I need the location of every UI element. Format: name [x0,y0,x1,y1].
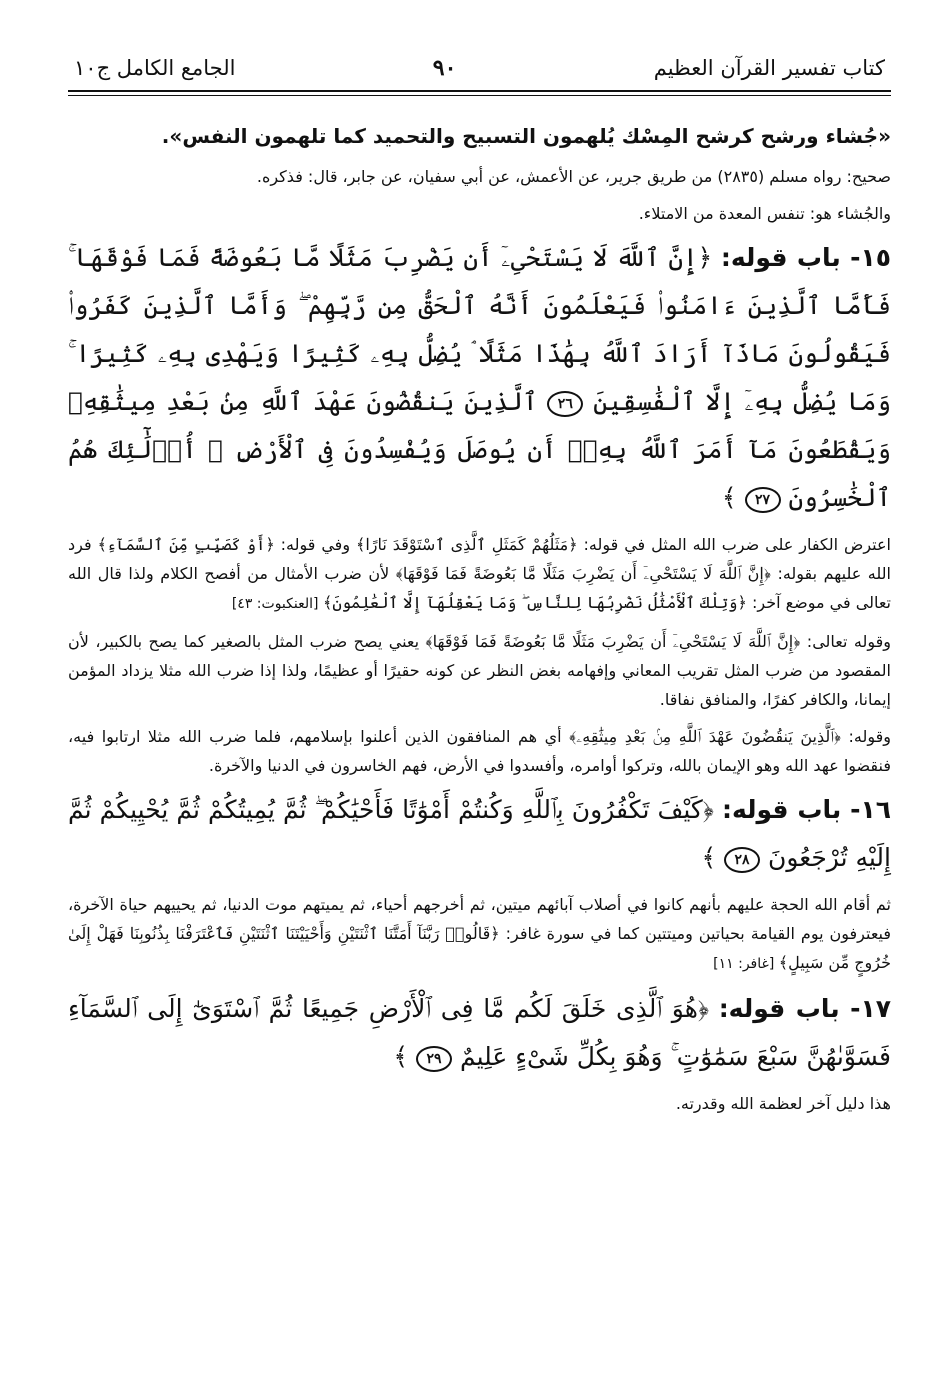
commentary-16 [68,890,891,979]
bab-15 [68,234,891,522]
commentary-15b [68,627,891,714]
bab-15-verse: ﴿إِنَّ ٱللَّهَ لَا يَسْتَحْىِۦٓ أَن يَضْرِبَ مَثَلًا مَّا بَعُوضَةً فَمَا فَوْقَهَا ۚ فَأَمَّا ٱلَّذِينَ ءَامَنُوا۟ فَيَعْلَمُونَ أَنَّهُ ٱلْحَقُّ مِن رَّبِّهِمْ ۖ وَأَمَّا ٱلَّذِينَ كَفَرُوا۟ فَيَقُولُونَ مَاذَآ أَرَادَ ٱللَّهُ بِهَٰذَا مَثَلًا ۘ يُضِلُّ بِهِۦ كَثِيرًا وَيَهْدِى بِهِۦ كَثِيرًا ۚ وَمَا يُضِلُّ بِهِۦٓ إِلَّا ٱلْفَٰسِقِينَ [68,243,892,416]
quran-quote: ﴿أَوْ كَصَيِّبٍ مِّنَ ٱلسَّمَآءِ﴾ [97,535,275,554]
text-span: وقوله تعالى: [800,632,892,651]
quran-quote: ﴿ٱلَّذِينَ يَنقُضُونَ عَهْدَ ٱللَّهِ مِنۢ بَعْدِ مِيثَٰقِهِۦ﴾ [569,727,841,746]
quran-quote: ﴿إِنَّ ٱللَّهَ لَا يَسْتَحْىِۦٓ أَن يَضْرِبَ مَثَلًا مَّا بَعُوضَةً فَمَا فَوْقَهَا﴾ [395,564,771,583]
header-rule [68,90,891,92]
text-span: وقوله: [840,727,891,746]
hadith-text: «جُشاء ورشح كرشح المِسْك يُلهمون التسبيح والتحميد كما تلهمون النفس». [161,124,891,148]
bab-16 [68,786,891,882]
commentary-17: هذا دليل آخر لعظمة الله وقدرته. [675,1094,891,1113]
commentary-15c [68,722,891,780]
bab-15-verse-2: ٱلَّذِينَ يَنقُضُونَ عَهْدَ ٱللَّهِ مِنۢ بَعْدِ مِيثَٰقِهِۦ وَيَقْطَعُونَ مَآ أَمَرَ ٱللَّهُ بِهِۦٓ أَن يُوصَلَ وَيُفْسِدُونَ فِى ٱلْأَرْضِ ۚ أُو۟لَٰٓئِكَ هُمُ ٱلْخَٰسِرُونَ [68,387,891,512]
ayah-number-marker: ٢٦ [547,391,583,417]
text-span: اعترض الكفار على ضرب الله المثل في قوله: [577,535,892,554]
surah-reference: [غافر: ١١] [713,956,779,972]
running-header [68,52,891,90]
takhrij-note: صحيح: رواه مسلم (٢٨٣٥) من طريق جرير، عن الأعمش، عن أبي سفيان، عن جابر، قال: فذكره. [256,167,891,186]
bab-17-verse: ﴿هُوَ ٱلَّذِى خَلَقَ لَكُم مَّا فِى ٱلْأَرْضِ جَمِيعًا ثُمَّ ٱسْتَوَىٰٓ إِلَى ٱلسَّمَآءِ فَسَوَّىٰهُنَّ سَبْعَ سَمَٰوَٰتٍ ۚ وَهُوَ بِكُلِّ شَىْءٍ عَلِيمٌ [68,994,891,1071]
quran-quote: ﴿وَتِلْكَ ٱلْأَمْثَٰلُ نَضْرِبُهَا لِلنَّاسِ ۖ وَمَا يَعْقِلُهَآ إِلَّا ٱلْعَٰلِمُونَ﴾ [322,593,747,612]
book-title: كتاب تفسير القرآن العظيم [653,56,885,80]
surah-reference: [العنكبوت: ٤٣] [231,596,323,612]
text-span: أي هم المنافقون الذين أعلنوا بإسلامهم، فلما ضرب الله مثلا ارتابوا فيه، فنقضوا عهد الله وهو الإيمان بالله، وتركوا أوامره، وأفسدوا في الأرض، فهم الخاسرون في الدنيا والآخرة. [68,727,891,775]
quran-quote: ﴿مَثَلُهُمْ كَمَثَلِ ٱلَّذِى ٱسْتَوْقَدَ نَارًا﴾ [355,535,578,554]
closing-brace: ﴾ [393,1042,409,1071]
ayah-number-marker: ٢٨ [724,847,760,873]
definition-note: والجُشاء هو: تنفس المعدة من الامتلاء. [638,204,891,223]
ayah-number-marker: ٢٧ [745,487,781,513]
text-span: ثم أقام الله الحجة عليهم بأنهم كانوا في أصلاب آبائهم ميتين، ثم أخرجهم أحياء، ثم يميتهم موت الدنيا، ثم يحييهم حياة الآخرة، فيعترفون يوم القيامة بحياتين وميتتين كما في سورة غافر: [68,895,892,943]
quran-quote: ﴿إِنَّ ٱللَّهَ لَا يَسْتَحْىِۦٓ أَن يَضْرِبَ مَثَلًا مَّا بَعُوضَةً فَمَا فَوْقَهَا﴾ [425,632,801,651]
bab-15-label: ١٥- باب قوله: [720,243,891,272]
header-rule-thin [68,95,891,96]
ayah-number-marker: ٢٩ [416,1046,452,1072]
series-title: الجامع الكامل ج١٠ [74,56,236,80]
quran-quote: ﴿قَالُوا۟ رَبَّنَآ أَمَتَّنَا ٱثْنَتَيْنِ وَأَحْيَيْتَنَا ٱثْنَتَيْنِ فَٱعْتَرَفْنَا بِذُنُوبِنَا فَهَلْ إِلَىٰ خُرُوجٍ مِّن سَبِيلٍ﴾ [68,924,891,972]
text-span: وفي قوله: [274,535,356,554]
bab-17 [68,985,891,1081]
closing-brace: ﴾ [721,483,737,512]
page-number: ٩٠ [432,55,457,81]
text-span: لأن ضرب الأمثال من أفصح الكلام ولذا قال الله تعالى في موضع آخر: [68,564,891,612]
commentary-15a [68,530,891,619]
bab-16-label: ١٦- باب قوله: [721,795,891,824]
bab-17-label: ١٧- باب قوله: [718,994,892,1023]
text-span: يعني يصح ضرب المثل بالصغير كما يصح بالكبير، لأن المقصود من ضرب المثل تقريب المعاني وإفهامه بغض النظر عن كونه حقيرًا أو عظيمًا، ولذا إذا ضرب الله مثلا يزداد المؤمن إيمانا، والكافر كفرًا، والمنافق نفاقا. [68,632,891,709]
text-span: فرد الله عليهم بقوله: [68,535,891,583]
closing-brace: ﴾ [701,843,717,872]
bab-16-verse: ﴿كَيْفَ تَكْفُرُونَ بِٱللَّهِ وَكُنتُمْ أَمْوَٰتًا فَأَحْيَٰكُمْ ۖ ثُمَّ يُمِيتُكُمْ ثُمَّ يُحْيِيكُمْ ثُمَّ إِلَيْهِ تُرْجَعُونَ [68,795,891,872]
